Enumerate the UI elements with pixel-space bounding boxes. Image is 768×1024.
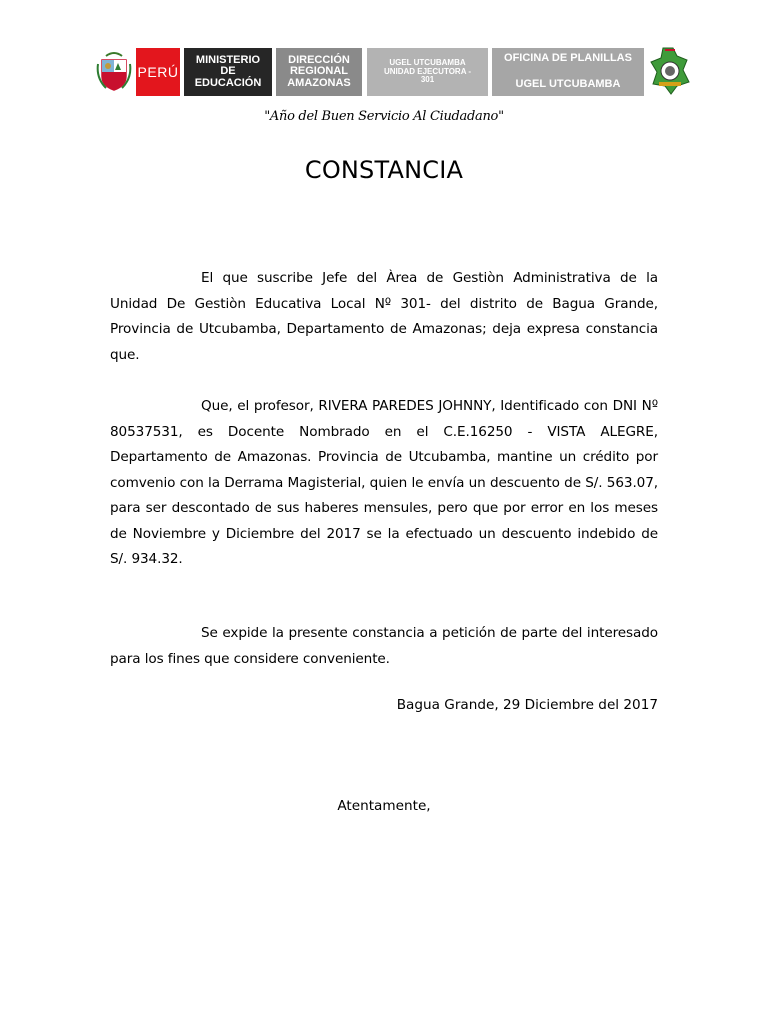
peru-coat-of-arms-icon xyxy=(96,50,132,92)
ugel-emblem-icon xyxy=(647,46,693,96)
year-motto: "Año del Buen Servicio Al Ciudadano" xyxy=(264,109,504,124)
date-line: Bagua Grande, 29 Diciembre del 2017 xyxy=(396,697,658,713)
paragraph-details xyxy=(110,394,658,573)
letterhead xyxy=(0,46,768,98)
paragraph-closing xyxy=(110,621,658,672)
ugel-box: UGEL UTCUBAMBA UNIDAD EJECUTORA - 301 xyxy=(367,48,488,96)
paragraph-intro-text: El que suscribe Jefe del Àrea de Gestiòn Administrativa de la Unidad De Gestiòn Educativa Local Nº 301- del distrito de Bagua Grande, Provincia de Utcubamba, Departamento de Amazonas; deja expresa constancia que. xyxy=(110,270,658,363)
page-title: CONSTANCIA xyxy=(304,156,464,184)
paragraph-details-text: Que, el profesor, RIVERA PAREDES JOHNNY, Identificado con DNI Nº 80537531, es Docente Nombrado en el C.E.16250 - VISTA ALEGRE, Departamento de Amazonas. Provincia de Utcubamba, mantine un crédito por comvenio con la Derrama Magisterial, quien le envía un descuento de S/. 563.07, para ser descontado de sus haberes mensules, pero que por error en los meses de Noviembre y Diciembre del 2017 se la efectuado un descuento indebido de S/. 934.32. xyxy=(110,398,658,567)
peru-label: PERÚ xyxy=(136,48,180,96)
paragraph-closing-text: Se expide la presente constancia a petición de parte del interesado para los fines que considere conveniente. xyxy=(110,625,658,667)
ministerio-box: MINISTERIO DE EDUCACIÓN xyxy=(184,48,272,96)
paragraph-intro xyxy=(110,266,658,368)
closing-salutation: Atentamente, xyxy=(337,798,431,814)
direccion-regional-box: DIRECCIÓN REGIONAL AMAZONAS xyxy=(276,48,362,96)
oficina-planillas-box: OFICINA DE PLANILLAS UGEL UTCUBAMBA xyxy=(492,48,644,96)
